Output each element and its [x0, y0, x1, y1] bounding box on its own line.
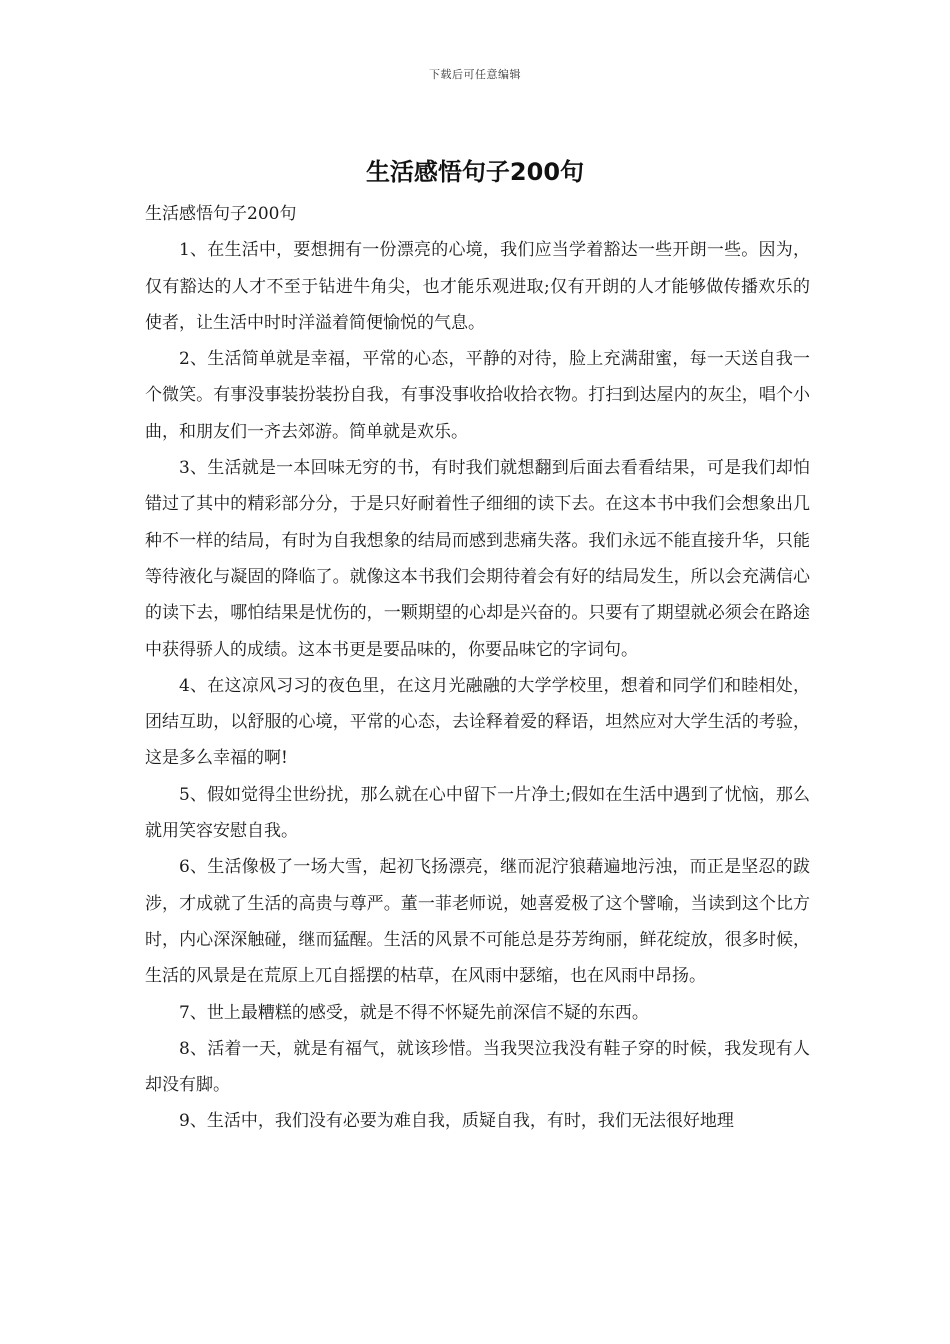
document-subtitle: 生活感悟句子200句 [145, 204, 297, 224]
paragraph-9: 9、生活中，我们没有必要为难自我，质疑自我，有时，我们无法很好地理 [179, 1111, 734, 1132]
paragraph-2: 2、生活简单就是幸福，平常的心态，平静的对待，脸上充满甜蜜，每一天送自我一个微笑。有事没事装扮装扮自我，有事没事收拾收拾衣物。打扫到达屋内的灰尘，唱个小曲，和朋友们一齐去郊游。简单就是欢乐。 [145, 349, 810, 442]
paragraph-7: 7、世上最糟糕的感受，就是不得不怀疑先前深信不疑的东西。 [179, 1002, 649, 1023]
header-note: 下载后可任意编辑 [429, 68, 521, 81]
paragraph-3: 3、生活就是一本回味无穷的书，有时我们就想翻到后面去看看结果，可是我们却怕错过了其中的精彩部分分，于是只好耐着性子细细的读下去。在这本书中我们会想象出几种不一样的结局，有时为自我想象的结局而感到悲痛失落。我们永远不能直接升华，只能等待液化与凝固的降临了。就像这本书我们会期待着会有好的结局发生，所以会充满信心的读下去，哪怕结果是忧伤的，一颗期望的心却是兴奋的。只要有了期望就必须会在路途中获得骄人的成绩。这本书更是要品味的，你要品味它的字词句。 [145, 458, 810, 660]
paragraph-8: 8、活着一天，就是有福气，就该珍惜。当我哭泣我没有鞋子穿的时候，我发现有人却没有脚。 [145, 1038, 810, 1096]
paragraph-5: 5、假如觉得尘世纷扰，那么就在心中留下一片净土;假如在生活中遇到了忧恼，那么就用笑容安慰自我。 [145, 784, 810, 842]
document-title: 生活感悟句子200句 [365, 158, 585, 186]
paragraph-1: 1、在生活中，要想拥有一份漂亮的心境，我们应当学着豁达一些开朗一些。因为，仅有豁达的人才不至于钻进牛角尖，也才能乐观进取;仅有开朗的人才能够做传播欢乐的使者，让生活中时时洋溢着简便愉悦的气息。 [145, 240, 810, 333]
document-body [145, 196, 810, 1140]
paragraph-6: 6、生活像极了一场大雪，起初飞扬漂亮，继而泥泞狼藉遍地污浊，而正是坚忍的跋涉，才成就了生活的高贵与尊严。董一菲老师说，她喜爱极了这个譬喻，当读到这个比方时，内心深深触碰，继而猛醒。生活的风景不可能总是芬芳绚丽，鲜花绽放，很多时候，生活的风景是在荒原上兀自摇摆的枯草，在风雨中瑟缩，也在风雨中昂扬。 [145, 857, 810, 987]
paragraph-4: 4、在这凉风习习的夜色里，在这月光融融的大学学校里，想着和同学们和睦相处，团结互助，以舒服的心境，平常的心态，去诠释着爱的释语，坦然应对大学生活的考验，这是多么幸福的啊! [145, 675, 810, 769]
